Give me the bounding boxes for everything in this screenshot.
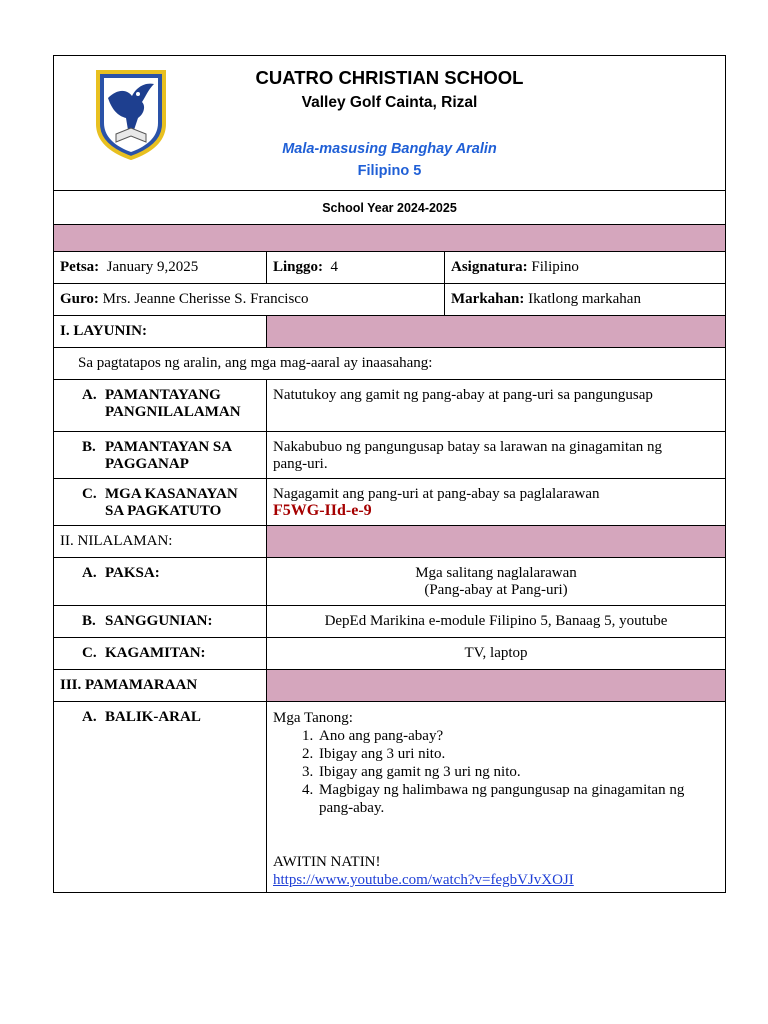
layunin-item-c	[54, 479, 725, 526]
layunin-item-b-value-line2: pang-uri.	[273, 456, 328, 472]
layunin-heading-row	[54, 316, 725, 348]
layunin-item-b-value-line1: Nakabubuo ng pangungusap batay sa larawan na ginagamitan ng	[273, 439, 663, 455]
markahan-value: Ikatlong markahan	[528, 291, 641, 307]
paksa-letter: A.	[82, 565, 97, 581]
plan-title: Mala-masusing Banghay Aralin	[282, 141, 497, 157]
paksa-label: PAKSA:	[105, 565, 160, 581]
balik-aral-row	[54, 702, 725, 892]
layunin-intro-row	[54, 348, 725, 380]
pink-band	[54, 225, 725, 252]
nilalaman-heading-row	[54, 526, 725, 558]
sanggunian-row	[54, 606, 725, 638]
balik-aral-label: BALIK-ARAL	[105, 709, 201, 725]
question-item: 2. Ibigay ang 3 uri nito.	[317, 745, 717, 763]
sanggunian-label: SANGGUNIAN:	[105, 613, 213, 629]
school-header	[54, 56, 725, 191]
layunin-item-c-label	[105, 486, 238, 520]
nilalaman-heading-cell	[54, 526, 266, 557]
linggo-value: 4	[330, 259, 339, 275]
petsa-label: Petsa:	[60, 259, 100, 275]
school-name: CUATRO CHRISTIAN SCHOOL	[255, 67, 524, 88]
question-item: 4. Magbigay ng halimbawa ng pangungusap na ginagamitan ng pang-abay.	[317, 781, 717, 817]
layunin-intro: Sa pagtatapos ng aralin, ang mga mag-aaral ay inaasahang:	[78, 355, 433, 371]
layunin-item-c-label-line2: SA PAGKATUTO	[105, 503, 222, 519]
guro-label: Guro:	[60, 291, 99, 307]
lesson-plan-sheet	[53, 55, 726, 893]
tanong-heading: Mga Tanong:	[273, 710, 353, 726]
kagamitan-value: TV, laptop	[464, 645, 528, 661]
awitin-label: AWITIN NATIN!	[273, 854, 381, 870]
layunin-item-a-letter: A.	[82, 387, 97, 403]
layunin-item-b-value	[273, 439, 662, 473]
info-row-teacher	[54, 284, 725, 316]
kagamitan-row	[54, 638, 725, 670]
subject-title: Filipino 5	[357, 163, 422, 179]
layunin-item-a	[54, 380, 725, 432]
kagamitan-letter: C.	[82, 645, 97, 661]
linggo-label: Linggo:	[273, 259, 324, 275]
layunin-item-c-label-line1: MGA KASANAYAN	[105, 486, 238, 502]
layunin-item-a-label-line1: PAMANTAYANG	[105, 387, 221, 403]
markahan-label: Markahan:	[451, 291, 525, 307]
layunin-item-b	[54, 432, 725, 479]
question-item: 3. Ibigay ang gamit ng 3 uri ng nito.	[317, 763, 717, 781]
layunin-item-c-value: Nagagamit ang pang-uri at pang-abay sa paglalarawan	[273, 486, 600, 502]
layunin-item-a-label-line2: PANGNILALAMAN	[105, 404, 241, 420]
petsa-cell	[54, 252, 266, 283]
competency-code: F5WG-IId-e-9	[273, 502, 372, 519]
layunin-item-c-label-cell	[54, 479, 266, 525]
sanggunian-value: DepEd Marikina e-module Filipino 5, Banaag 5, youtube	[324, 613, 668, 629]
markahan-cell	[444, 284, 725, 315]
spacer	[273, 817, 717, 853]
layunin-item-b-label-line2: PAGGANAP	[105, 456, 189, 472]
layunin-item-a-value-cell	[266, 380, 725, 431]
school-address: Valley Golf Cainta, Rizal	[301, 94, 478, 111]
sanggunian-label-cell	[54, 606, 266, 637]
layunin-item-c-value-cell	[266, 479, 725, 525]
pamamaraan-pink-cell	[266, 670, 725, 701]
layunin-item-b-label-line1: PAMANTAYAN SA	[105, 439, 233, 455]
guro-value: Mrs. Jeanne Cherisse S. Francisco	[102, 291, 309, 307]
balik-aral-content-cell	[266, 702, 725, 892]
nilalaman-heading: II. NILALAMAN:	[60, 533, 173, 549]
school-year: School Year 2024-2025	[322, 201, 457, 215]
linggo-cell	[266, 252, 444, 283]
layunin-heading-cell	[54, 316, 266, 347]
paksa-value	[267, 558, 725, 599]
balik-aral-letter: A.	[82, 709, 97, 725]
layunin-item-b-label-cell	[54, 432, 266, 478]
layunin-item-b-value-cell	[266, 432, 725, 478]
asignatura-cell	[444, 252, 725, 283]
asignatura-value: Filipino	[531, 259, 579, 275]
school-year-row	[54, 191, 725, 225]
paksa-row	[54, 558, 725, 606]
layunin-heading: I. LAYUNIN:	[60, 323, 147, 339]
pamamaraan-heading: III. PAMAMARAAN	[60, 677, 198, 693]
guro-cell	[54, 284, 444, 315]
info-row-date	[54, 252, 725, 284]
layunin-item-a-label-cell	[54, 380, 266, 431]
nilalaman-pink-cell	[266, 526, 725, 557]
sanggunian-value-cell	[266, 606, 725, 637]
layunin-pink-cell	[266, 316, 725, 347]
kagamitan-value-cell	[266, 638, 725, 669]
layunin-item-b-letter: B.	[82, 439, 96, 455]
paksa-line2: (Pang-abay at Pang-uri)	[424, 582, 568, 598]
kagamitan-label: KAGAMITAN:	[105, 645, 206, 661]
balik-aral-content	[273, 709, 717, 889]
layunin-item-a-label	[105, 387, 241, 421]
layunin-item-b-label	[105, 439, 232, 473]
question-list	[273, 727, 717, 817]
paksa-label-cell	[54, 558, 266, 605]
sanggunian-letter: B.	[82, 613, 96, 629]
pamamaraan-heading-cell	[54, 670, 266, 701]
pamamaraan-heading-row	[54, 670, 725, 702]
paksa-value-cell	[266, 558, 725, 605]
paksa-line1: Mga salitang naglalarawan	[415, 565, 577, 581]
balik-aral-label-cell	[54, 702, 266, 892]
petsa-value: January 9,2025	[106, 259, 199, 275]
question-item: 1. Ano ang pang-abay?	[317, 727, 717, 745]
layunin-item-c-letter: C.	[82, 486, 97, 502]
layunin-item-a-value: Natutukoy ang gamit ng pang-abay at pang-uri sa pangungusap	[273, 387, 653, 403]
asignatura-label: Asignatura:	[451, 259, 528, 275]
kagamitan-label-cell	[54, 638, 266, 669]
youtube-link[interactable]: https://www.youtube.com/watch?v=fegbVJvXOJI	[273, 872, 574, 888]
